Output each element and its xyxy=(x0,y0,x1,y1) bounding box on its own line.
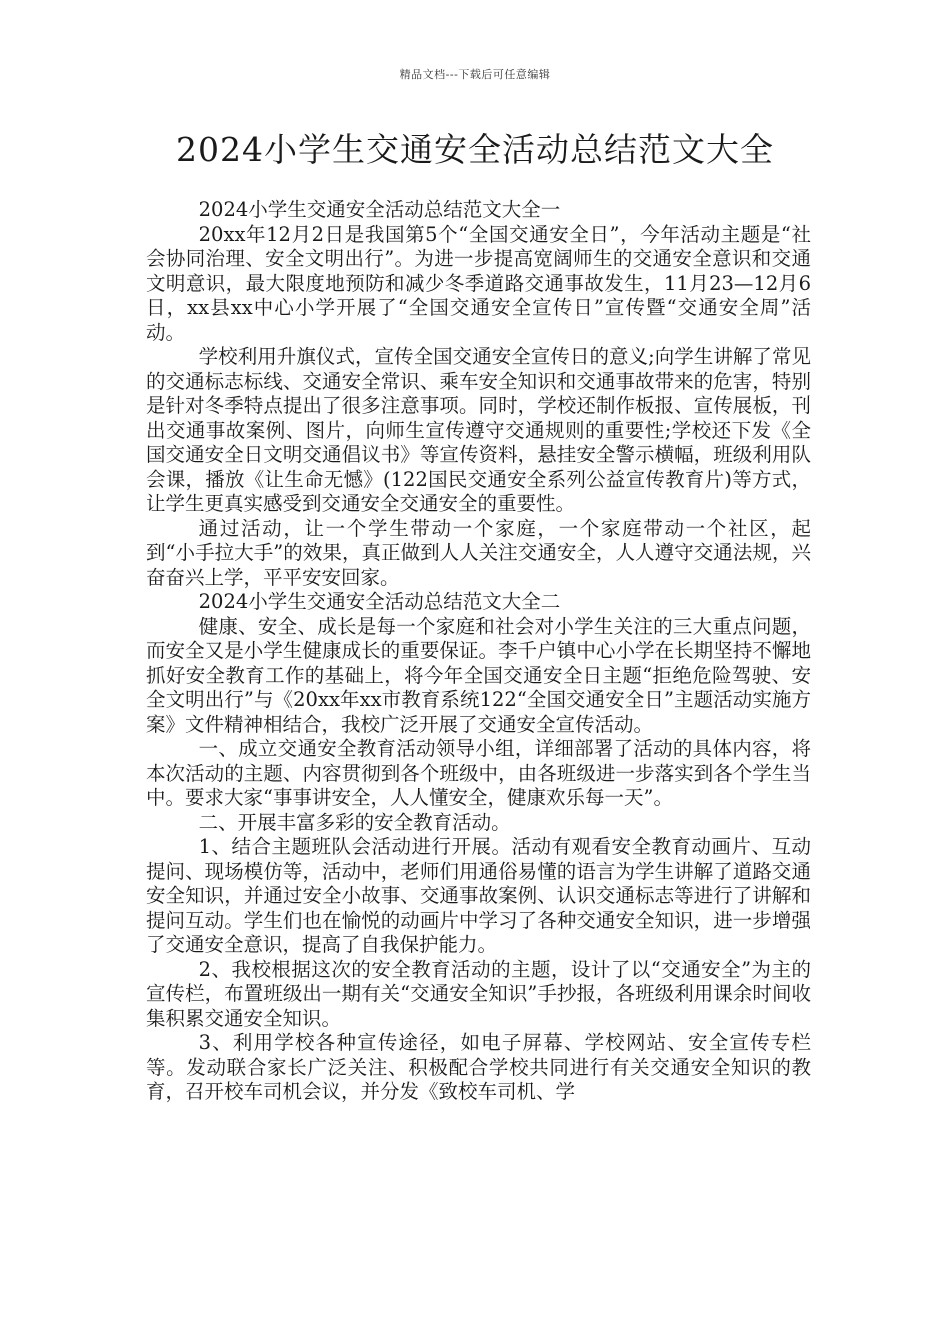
document-title: 2024小学生交通安全活动总结范文大全 xyxy=(176,130,774,169)
paragraph: 1、结合主题班队会活动进行开展。活动有观看安全教育动画片、互动提问、现场模仿等，活动中，老师们用通俗易懂的语言为学生讲解了道路交通安全知识，并通过安全小故事、交通事故案例、认识交通标志等进行了讲解和提问互动。学生们也在愉悦的动画片中学习了各种交通安全知识，进一步增强了交通安全意识，提高了自我保护能力。 xyxy=(146,835,811,956)
paragraph: 学校利用升旗仪式，宣传全国交通安全宣传日的意义;向学生讲解了常见的交通标志标线、交通安全常识、乘车安全知识和交通事故带来的危害，特别是针对冬季特点提出了很多注意事项。同时，学校还制作板报、宣传展板，刊出交通事故案例、图片，向师生宣传遵守交通规则的重要性;学校还下发《全国交通安全日文明交通倡议书》等宣传资料，悬挂安全警示横幅，班级利用队会课，播放《让生命无憾》(122国民交通安全系列公益宣传教育片)等方式，让学生更真实感受到交通安全交通安全的重要性。 xyxy=(146,345,811,515)
paragraph: 3、利用学校各种宣传途径，如电子屏幕、学校网站、安全宣传专栏等。发动联合家长广泛关注、积极配合学校共同进行有关交通安全知识的教育，召开校车司机会议，并分发《致校车司机、学 xyxy=(146,1031,811,1103)
section-heading-two: 2024小学生交通安全活动总结范文大全二 xyxy=(198,590,561,613)
paragraph: 二、开展丰富多彩的安全教育活动。 xyxy=(198,810,511,834)
paragraph: 健康、安全、成长是每一个家庭和社会对小学生关注的三大重点问题，而安全又是小学生健康成长的重要保证。李千户镇中心小学在长期坚持不懈地抓好安全教育工作的基础上，将今年全国交通安全日主题“拒绝危险驾驶、安全文明出行”与《20xx年xx市教育系统122“全国交通安全日”主题活动实施方案》文件精神相结合，我校广泛开展了交通安全宣传活动。 xyxy=(146,614,811,736)
document-body xyxy=(146,198,811,1105)
page-header: 精品文档---下载后可任意编辑 xyxy=(399,68,551,81)
paragraph: 2、我校根据这次的安全教育活动的主题，设计了以“交通安全”为主的宣传栏，布置班级出一期有关“交通安全知识”手抄报，各班级利用课余时间收集积累交通安全知识。 xyxy=(146,957,811,1030)
paragraph: 通过活动，让一个学生带动一个家庭，一个家庭带动一个社区，起到“小手拉大手”的效果，真正做到人人关注交通安全，人人遵守交通法规，兴奋奋兴上学，平平安安回家。 xyxy=(146,516,811,589)
section-heading-one: 2024小学生交通安全活动总结范文大全一 xyxy=(198,198,561,221)
paragraph: 20xx年12月2日是我国第5个“全国交通安全日”，今年活动主题是“社会协同治理、安全文明出行”。为进一步提高宽阔师生的交通安全意识和交通文明意识，最大限度地预防和减少冬季道路交通事故发生，11月23—12月6日，xx县xx中心小学开展了“全国交通安全宣传日”宣传暨“交通安全周”活动。 xyxy=(146,222,811,344)
paragraph: 一、成立交通安全教育活动领导小组，详细部署了活动的具体内容，将本次活动的主题、内容贯彻到各个班级中，由各班级进一步落实到各个学生当中。要求大家“事事讲安全，人人懂安全，健康欢乐每一天”。 xyxy=(146,737,811,809)
